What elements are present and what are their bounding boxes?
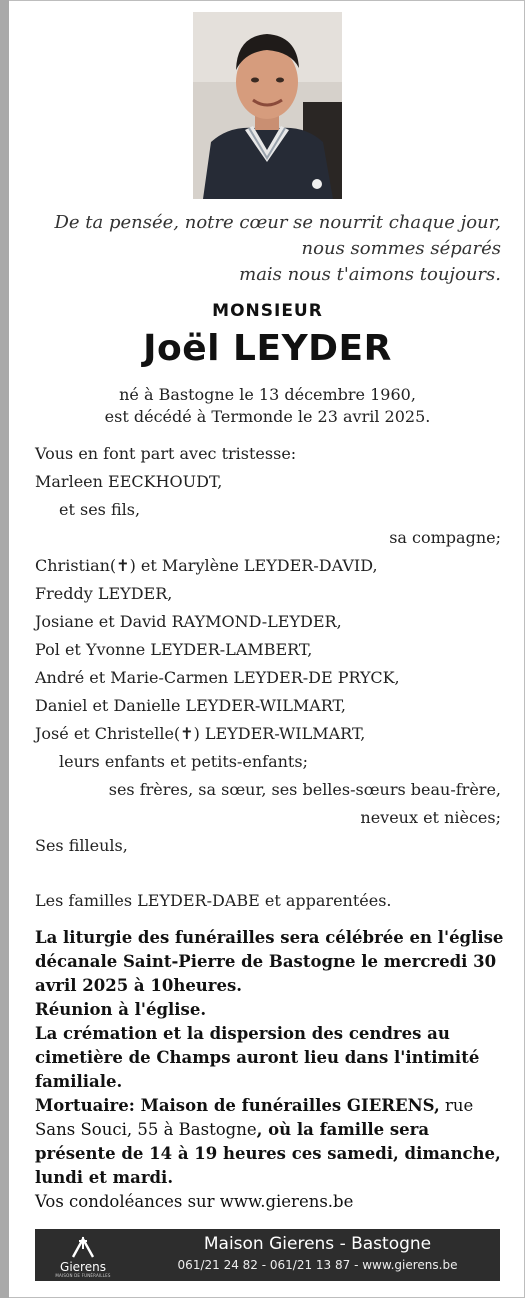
godchildren-line: Ses filleuls,	[35, 836, 128, 855]
families-line: Les familles LEYDER-DABE et apparentées.	[35, 891, 392, 910]
banner-title: Maison Gierens - Bastogne	[203, 1234, 432, 1254]
mortuary-label: Mortuaire: Maison de funérailles GIERENS,	[35, 1096, 440, 1115]
sibling-line: Freddy LEYDER,	[35, 584, 173, 603]
memorial-quote	[31, 210, 501, 288]
quote-line: nous sommes séparés	[301, 238, 501, 259]
sibling-line: Pol et Yvonne LEYDER-LAMBERT,	[35, 640, 313, 659]
condolences-text: Vos condoléances sur www.gierens.be	[35, 1192, 354, 1211]
quote-line: De ta pensée, notre cœur se nourrit chaque jour,	[54, 212, 501, 233]
cremation-text: La crémation et la dispersion des cendres au cimetière de Champs auront lieu dans l'intimité familiale.	[35, 1024, 480, 1091]
sibling-line: Josiane et David RAYMOND-LEYDER,	[35, 612, 342, 631]
funeral-home-banner	[35, 1229, 500, 1281]
family-intro: Vous en font part avec tristesse:	[35, 444, 297, 463]
relatives-line: neveux et nièces;	[360, 808, 501, 827]
relatives-line: ses frères, sa sœur, ses belles-sœurs beau-frère,	[108, 780, 501, 799]
salutation: MONSIEUR	[212, 301, 323, 321]
partner-role: sa compagne;	[389, 528, 501, 547]
meeting-text: Réunion à l'église.	[35, 1000, 207, 1019]
sibling-line: André et Marie-Carmen LEYDER-DE PRYCK,	[35, 668, 400, 687]
sibling-line: José et Christelle(✝) LEYDER-WILMART,	[35, 724, 366, 743]
deceased-name: Joël LEYDER	[143, 328, 392, 369]
logo-text: Gierens	[60, 1260, 106, 1274]
death-line: est décédé à Termonde le 23 avril 2025.	[104, 407, 431, 426]
liturgy-text: La liturgie des funérailles sera célébrée en l'église décanale Saint-Pierre de Bastogne le mercredi 30 avril 2025 à 10heures.	[35, 928, 504, 995]
mortuary-hours: , où la famille sera présente de 14 à 19 heures ces samedi, dimanche, lundi et mardi.	[35, 1120, 501, 1187]
ceremony-details	[35, 926, 505, 1214]
sibling-line: Christian(✝) et Marylène LEYDER-DAVID,	[35, 556, 378, 575]
descendants-line: leurs enfants et petits-enfants;	[59, 752, 308, 771]
cross-logo-icon	[69, 1235, 97, 1259]
birth-death-dates	[0, 384, 525, 428]
mortuary-paragraph	[35, 1094, 505, 1190]
sons-line: et ses fils,	[59, 500, 141, 519]
logo-subtext: MAISON DE FUNÉRAILLES	[55, 1273, 111, 1278]
portrait-photo	[193, 12, 342, 199]
mortuary-address: rue Sans Souci, 55 à Bastogne	[35, 1096, 474, 1139]
left-gray-bar	[0, 0, 9, 1298]
gierens-logo	[47, 1235, 119, 1277]
birth-line: né à Bastogne le 13 décembre 1960,	[119, 385, 416, 404]
quote-line: mais nous t'aimons toujours.	[239, 264, 501, 285]
sibling-line: Daniel et Danielle LEYDER-WILMART,	[35, 696, 346, 715]
banner-contact: 061/21 24 82 - 061/21 13 87 - www.gierens.be	[177, 1258, 458, 1272]
partner-name: Marleen EECKHOUDT,	[35, 472, 223, 491]
